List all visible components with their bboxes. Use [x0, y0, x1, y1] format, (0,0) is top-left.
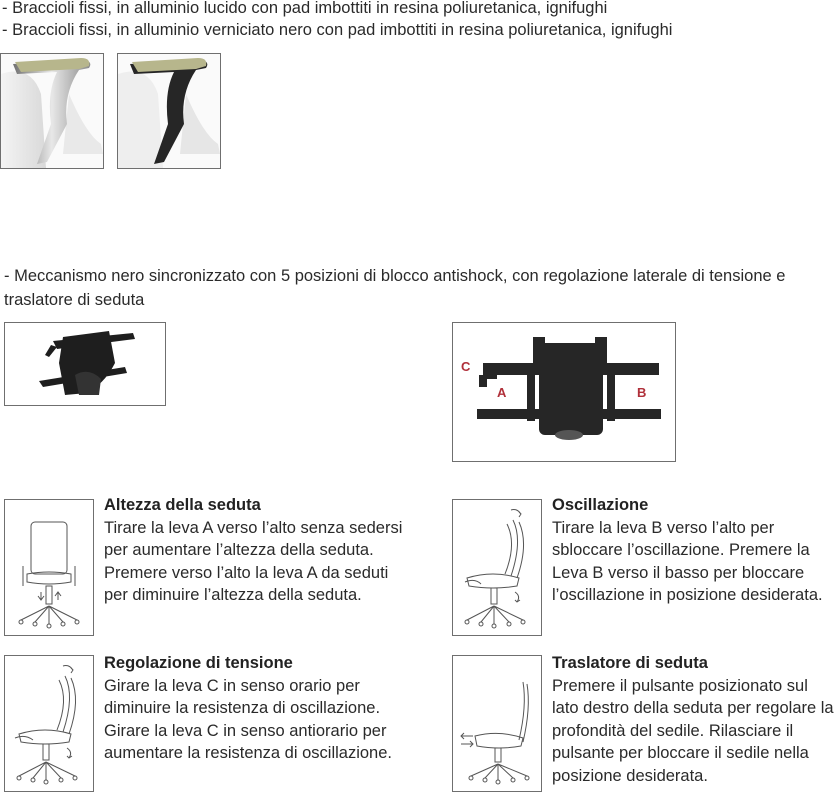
- seat-height-chair-icon: [4, 499, 94, 636]
- armrest-black-image: [117, 53, 221, 169]
- instruction-tension: [104, 652, 404, 765]
- seat-slider-chair-icon: [452, 655, 542, 792]
- instruction-seat-height: [104, 494, 404, 607]
- mechanism-description: - Meccanismo nero sincronizzato con 5 posizioni di blocco antishock, con regolazione laterale di tensione e traslatore di seduta: [4, 267, 786, 309]
- instruction-seat-slider: [552, 652, 838, 788]
- instruction-title: Traslatore di seduta: [552, 654, 708, 672]
- mechanism-diagram: [452, 322, 676, 462]
- instruction-text: Tirare la leva B verso l’alto per sbloccare l’oscillazione. Premere la Leva B verso il basso per bloccare l’oscillazione in posizione desiderata.: [552, 518, 823, 605]
- instruction-text: Tirare la leva A verso l’alto senza sedersi per aumentare l’altezza della seduta. Premere verso l’alto la leva A da seduti per diminuire l’altezza della seduta.: [104, 518, 403, 605]
- instruction-text: Premere il pulsante posizionato sul lato destro della seduta per regolare la profondità del sedile. Rilasciare il pulsante per bloccare il sedile nella posizione desiderata.: [552, 676, 834, 785]
- armrest-option-black: - Braccioli fissi, in alluminio verniciato nero con pad imbottiti in resina poliuretanica, ignifughi: [2, 21, 673, 39]
- oscillation-chair-icon: [452, 499, 542, 636]
- mechanism-label-a: A: [497, 385, 507, 400]
- tension-chair-icon: [4, 655, 94, 792]
- mechanism-label-c: C: [461, 359, 471, 374]
- mechanism-image: [4, 322, 166, 406]
- armrest-option-polished: - Braccioli fissi, in alluminio lucido con pad imbottiti in resina poliuretanica, ignifughi: [2, 0, 608, 17]
- armrest-polished-image: [0, 53, 104, 169]
- instruction-title: Oscillazione: [552, 496, 649, 514]
- instruction-title: Regolazione di tensione: [104, 654, 293, 672]
- instruction-title: Altezza della seduta: [104, 496, 261, 514]
- mechanism-label-b: B: [637, 385, 647, 400]
- instruction-text: Girare la leva C in senso orario per diminuire la resistenza di oscillazione. Girare la leva C in senso antiorario per aumentare la resistenza di oscillazione.: [104, 676, 392, 763]
- instruction-oscillation: [552, 494, 838, 607]
